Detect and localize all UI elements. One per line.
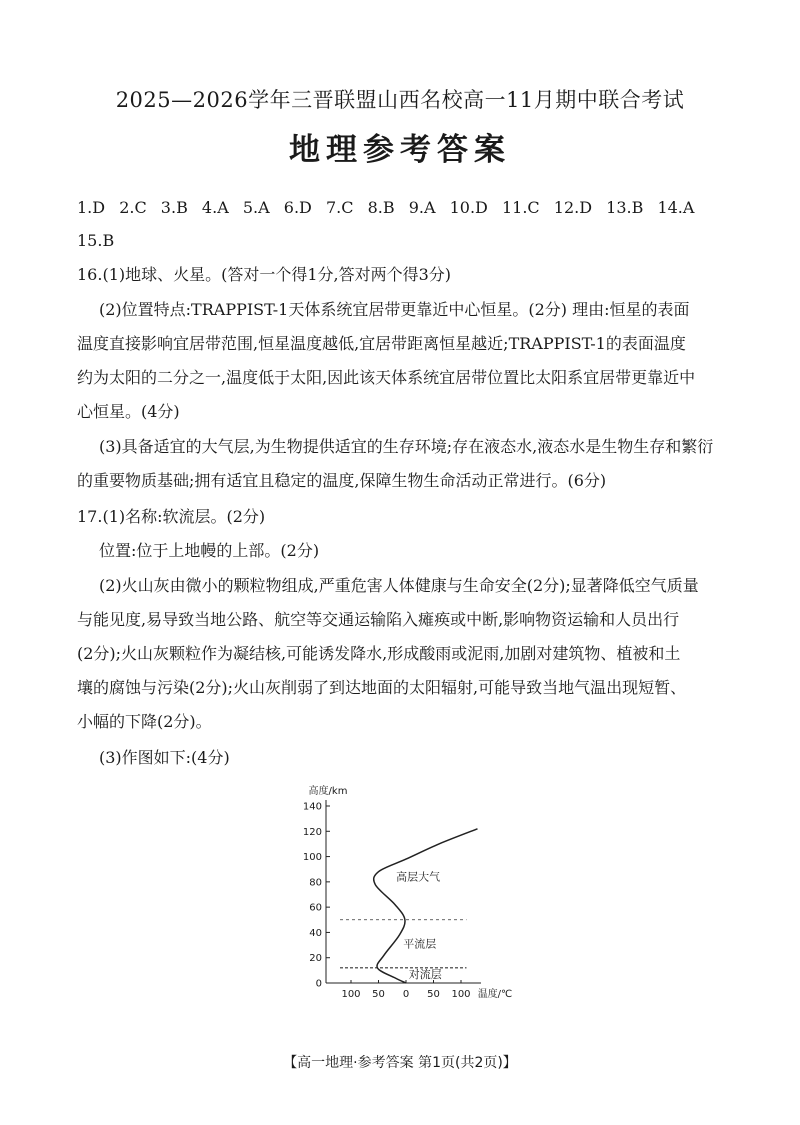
answer-item: 1.D xyxy=(77,198,106,217)
answer-item: 13.B xyxy=(606,198,644,217)
answer-item: 10.D xyxy=(449,198,488,217)
q17-part2-line: (2)火山灰由微小的颗粒物组成,严重危害人体健康与生命安全(2分);显著降低空气质量 xyxy=(99,576,699,595)
y-tick-label: 40 xyxy=(309,927,322,939)
y-axis-label: 高度/km xyxy=(308,786,348,797)
answer-item: 9.A xyxy=(408,198,436,217)
atmosphere-temperature-chart xyxy=(296,778,536,1008)
exam-title: 2025—2026学年三晋联盟山西名校高一11月期中联合考试 xyxy=(115,88,685,112)
answer-item: 14.A xyxy=(657,198,695,217)
q17-part1: 17.(1)名称:软流层。(2分) xyxy=(77,507,266,526)
q16-part2-line: 温度直接影响宜居带范围,恒星温度越低,宜居带距离恒星越近;TRAPPIST-1的表面温度 xyxy=(77,334,686,353)
q17-part2-line: 壤的腐蚀与污染(2分);火山灰削弱了到达地面的太阳辐射,可能导致当地气温出现短暂、 xyxy=(77,678,687,697)
temperature-curve xyxy=(374,829,478,983)
q17-part3: (3)作图如下:(4分) xyxy=(99,748,230,767)
answer-item: 8.B xyxy=(367,198,395,217)
x-tick-label: 50 xyxy=(427,989,440,1000)
answer-item: 12.D xyxy=(553,198,593,217)
q16-part1: 16.(1)地球、火星。(答对一个得1分,答对两个得3分) xyxy=(77,265,452,284)
answer-item: 15.B xyxy=(77,231,115,250)
layer-label-stratosphere: 平流层 xyxy=(403,937,437,951)
answer-row-2 xyxy=(77,231,123,251)
answer-item: 3.B xyxy=(160,198,188,217)
answer-item: 5.A xyxy=(242,198,270,217)
answer-item: 4.A xyxy=(201,198,229,217)
q16-part3-line: 的重要物质基础;拥有适宜且稳定的温度,保障生物生命活动正常进行。(6分) xyxy=(77,471,607,490)
page-title: 地理参考答案 xyxy=(289,132,511,168)
answer-item: 11.C xyxy=(501,198,540,217)
q17-part1-position: 位置:位于上地幔的上部。(2分) xyxy=(99,541,320,560)
q16-part3-line: (3)具备适宜的大气层,为生物提供适宜的生存环境;存在液态水,液态水是生物生存和繁衍 xyxy=(99,437,714,456)
y-tick-label: 60 xyxy=(309,902,322,914)
x-tick-label: 0 xyxy=(402,989,410,1000)
y-tick-label: 80 xyxy=(309,877,322,889)
q16-part2-line: 约为太阳的二分之一,温度低于太阳,因此该天体系统宜居带位置比太阳系宜居带更靠近中 xyxy=(77,368,696,387)
answer-item: 7.C xyxy=(325,198,354,217)
y-tick-label: 0 xyxy=(315,978,322,990)
q16-part2-line: 心恒星。(4分) xyxy=(77,402,180,421)
q17-part2-line: 与能见度,易导致当地公路、航空等交通运输陷入瘫痪或中断,影响物资运输和人员出行 xyxy=(77,610,680,629)
page-footer: 【高一地理·参考答案 第1页(共2页)】 xyxy=(283,1055,517,1071)
y-tick-label: 20 xyxy=(309,953,322,965)
answer-item: 6.D xyxy=(283,198,312,217)
answer-row-1 xyxy=(77,198,703,218)
q16-part2-line: (2)位置特点:TRAPPIST-1天体系统宜居带更靠近中心恒星。(2分) 理由:恒星的表面 xyxy=(99,300,690,319)
x-tick-label: 50 xyxy=(372,989,385,1000)
layer-label-troposphere: 对流层 xyxy=(408,967,442,981)
q17-part2-line: 小幅的下降(2分)。 xyxy=(77,712,212,731)
layer-label-upper: 高层大气 xyxy=(396,870,441,884)
answer-item: 2.C xyxy=(119,198,147,217)
x-tick-label: 100 xyxy=(451,989,471,1000)
y-tick-label: 120 xyxy=(302,826,322,838)
y-tick-label: 100 xyxy=(302,852,322,864)
q17-part2-line: (2分);火山灰颗粒作为凝结核,可能诱发降水,形成酸雨或泥雨,加剧对建筑物、植被和土 xyxy=(77,644,681,663)
y-tick-label: 140 xyxy=(302,801,322,813)
x-tick-label: 100 xyxy=(341,989,361,1000)
x-axis-label: 温度/℃ xyxy=(477,989,513,1000)
